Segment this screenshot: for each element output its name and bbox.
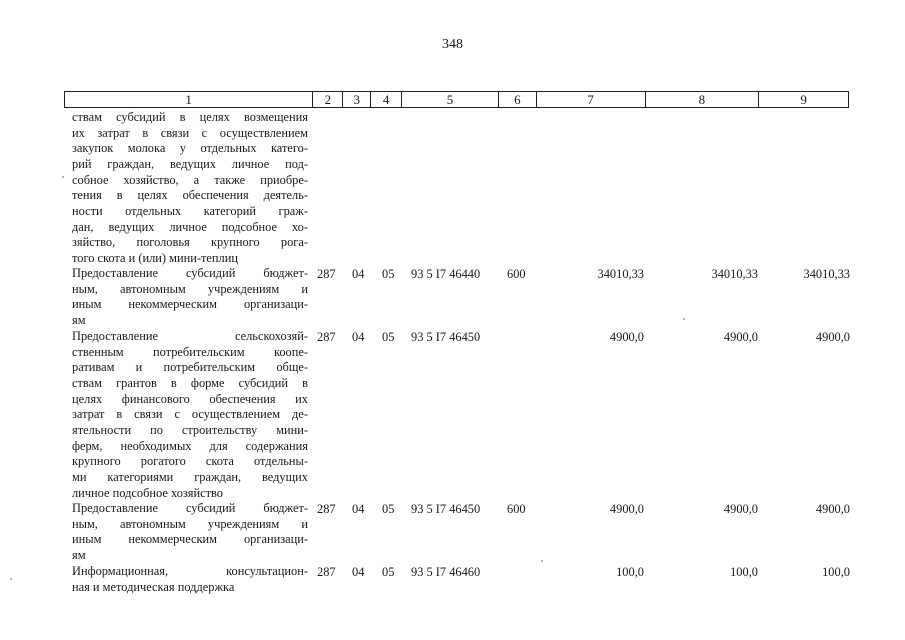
row-description [72, 329, 308, 501]
description-line: затрат в связи с осуществлением де- [72, 407, 308, 422]
description-line: ствам грантов в форме субсидий в [72, 375, 308, 390]
cell-c7: 100,0 [616, 565, 644, 579]
description-line: рий граждан, ведущих личное под- [72, 156, 308, 171]
description-line: иным некоммерческим организаци- [72, 297, 308, 312]
description-line: Предоставление субсидий бюджет- [72, 501, 308, 515]
cell-c9: 34010,33 [803, 267, 850, 281]
description-line: крупного рогатого скота отдельны- [72, 454, 308, 469]
description-line: ственным потребительским коопе- [72, 344, 308, 359]
row-description [72, 110, 308, 267]
description-line: их затрат в связи с осуществлением [72, 125, 308, 140]
description-line: закупок молока у отдельных катего- [72, 141, 308, 156]
row-description [72, 564, 308, 595]
description-line: ферм, необходимых для содержания [72, 438, 308, 453]
description-line: ям [72, 547, 86, 562]
cell-c8: 34010,33 [711, 267, 758, 281]
cell-c4: 05 [382, 565, 395, 579]
header-cell-8: 8 [645, 92, 759, 107]
cell-c6: 600 [507, 267, 526, 281]
description-line: личное подсобное хозяйство [72, 485, 223, 500]
description-line: тения в целях обеспечения деятель- [72, 188, 308, 203]
cell-c8: 4900,0 [723, 502, 758, 516]
cell-c2: 287 [317, 330, 336, 344]
description-line: ствам субсидий в целях возмещения [72, 110, 308, 124]
cell-c5: 93 5 I7 46450 [411, 502, 481, 516]
description-line: ным, автономным учреждениям и [72, 516, 308, 531]
header-cell-5: 5 [401, 92, 498, 107]
cell-c7: 34010,33 [597, 267, 644, 281]
description-line: дан, ведущих личное подсобное хо- [72, 219, 308, 234]
description-line: целях финансового обеспечения их [72, 391, 308, 406]
cell-c3: 04 [352, 565, 365, 579]
description-line: Предоставление субсидий бюджет- [72, 266, 308, 280]
description-line: ным, автономным учреждениям и [72, 281, 308, 296]
description-line: того скота и (или) мини-теплиц [72, 250, 238, 265]
header-cell-9: 9 [758, 92, 848, 107]
cell-c3: 04 [352, 267, 365, 281]
cell-c8: 100,0 [730, 565, 758, 579]
cell-c5: 93 5 I7 46450 [411, 330, 481, 344]
cell-c8: 4900,0 [723, 330, 758, 344]
cell-c2: 287 [317, 267, 336, 281]
cell-c4: 05 [382, 502, 395, 516]
cell-c3: 04 [352, 330, 365, 344]
header-cell-7: 7 [536, 92, 645, 107]
description-line: зяйство, поголовья крупного рога- [72, 235, 308, 250]
scan-speck [62, 176, 64, 178]
cell-c5: 93 5 I7 46440 [411, 267, 481, 281]
description-line: ративам и потребительским обще- [72, 360, 308, 375]
cell-c5: 93 5 I7 46460 [411, 565, 481, 579]
scan-speck [541, 560, 543, 562]
row-description [72, 501, 308, 564]
description-line: Информационная, консультацион- [72, 564, 308, 578]
description-line: ности отдельных категорий граж- [72, 203, 308, 218]
description-line: иным некоммерческим организаци- [72, 532, 308, 547]
cell-c6: 600 [507, 502, 526, 516]
scan-speck [683, 318, 685, 320]
description-line: ми категориями граждан, ведущих [72, 469, 308, 484]
header-cell-4: 4 [370, 92, 401, 107]
header-cell-1: 1 [185, 92, 192, 107]
cell-c4: 05 [382, 267, 395, 281]
description-line: ная и методическая поддержка [72, 579, 235, 594]
table-header [64, 91, 849, 108]
cell-c2: 287 [317, 502, 336, 516]
header-cell-3: 3 [342, 92, 370, 107]
description-line: собное хозяйство, а также приобре- [72, 172, 308, 187]
cell-c9: 100,0 [822, 565, 850, 579]
description-line: Предоставление сельскохозяй- [72, 329, 308, 343]
header-cell-2: 2 [312, 92, 342, 107]
cell-c3: 04 [352, 502, 365, 516]
cell-c2: 287 [317, 565, 336, 579]
cell-c4: 05 [382, 330, 395, 344]
header-cell-6: 6 [498, 92, 536, 107]
description-line: ятельности по строительству мини- [72, 422, 308, 437]
page-number: 348 [442, 37, 463, 52]
description-line: ям [72, 312, 86, 327]
scan-speck [10, 578, 12, 580]
cell-c9: 4900,0 [815, 330, 850, 344]
cell-c9: 4900,0 [815, 502, 850, 516]
row-description [72, 266, 308, 329]
cell-c7: 4900,0 [609, 330, 644, 344]
cell-c7: 4900,0 [609, 502, 644, 516]
